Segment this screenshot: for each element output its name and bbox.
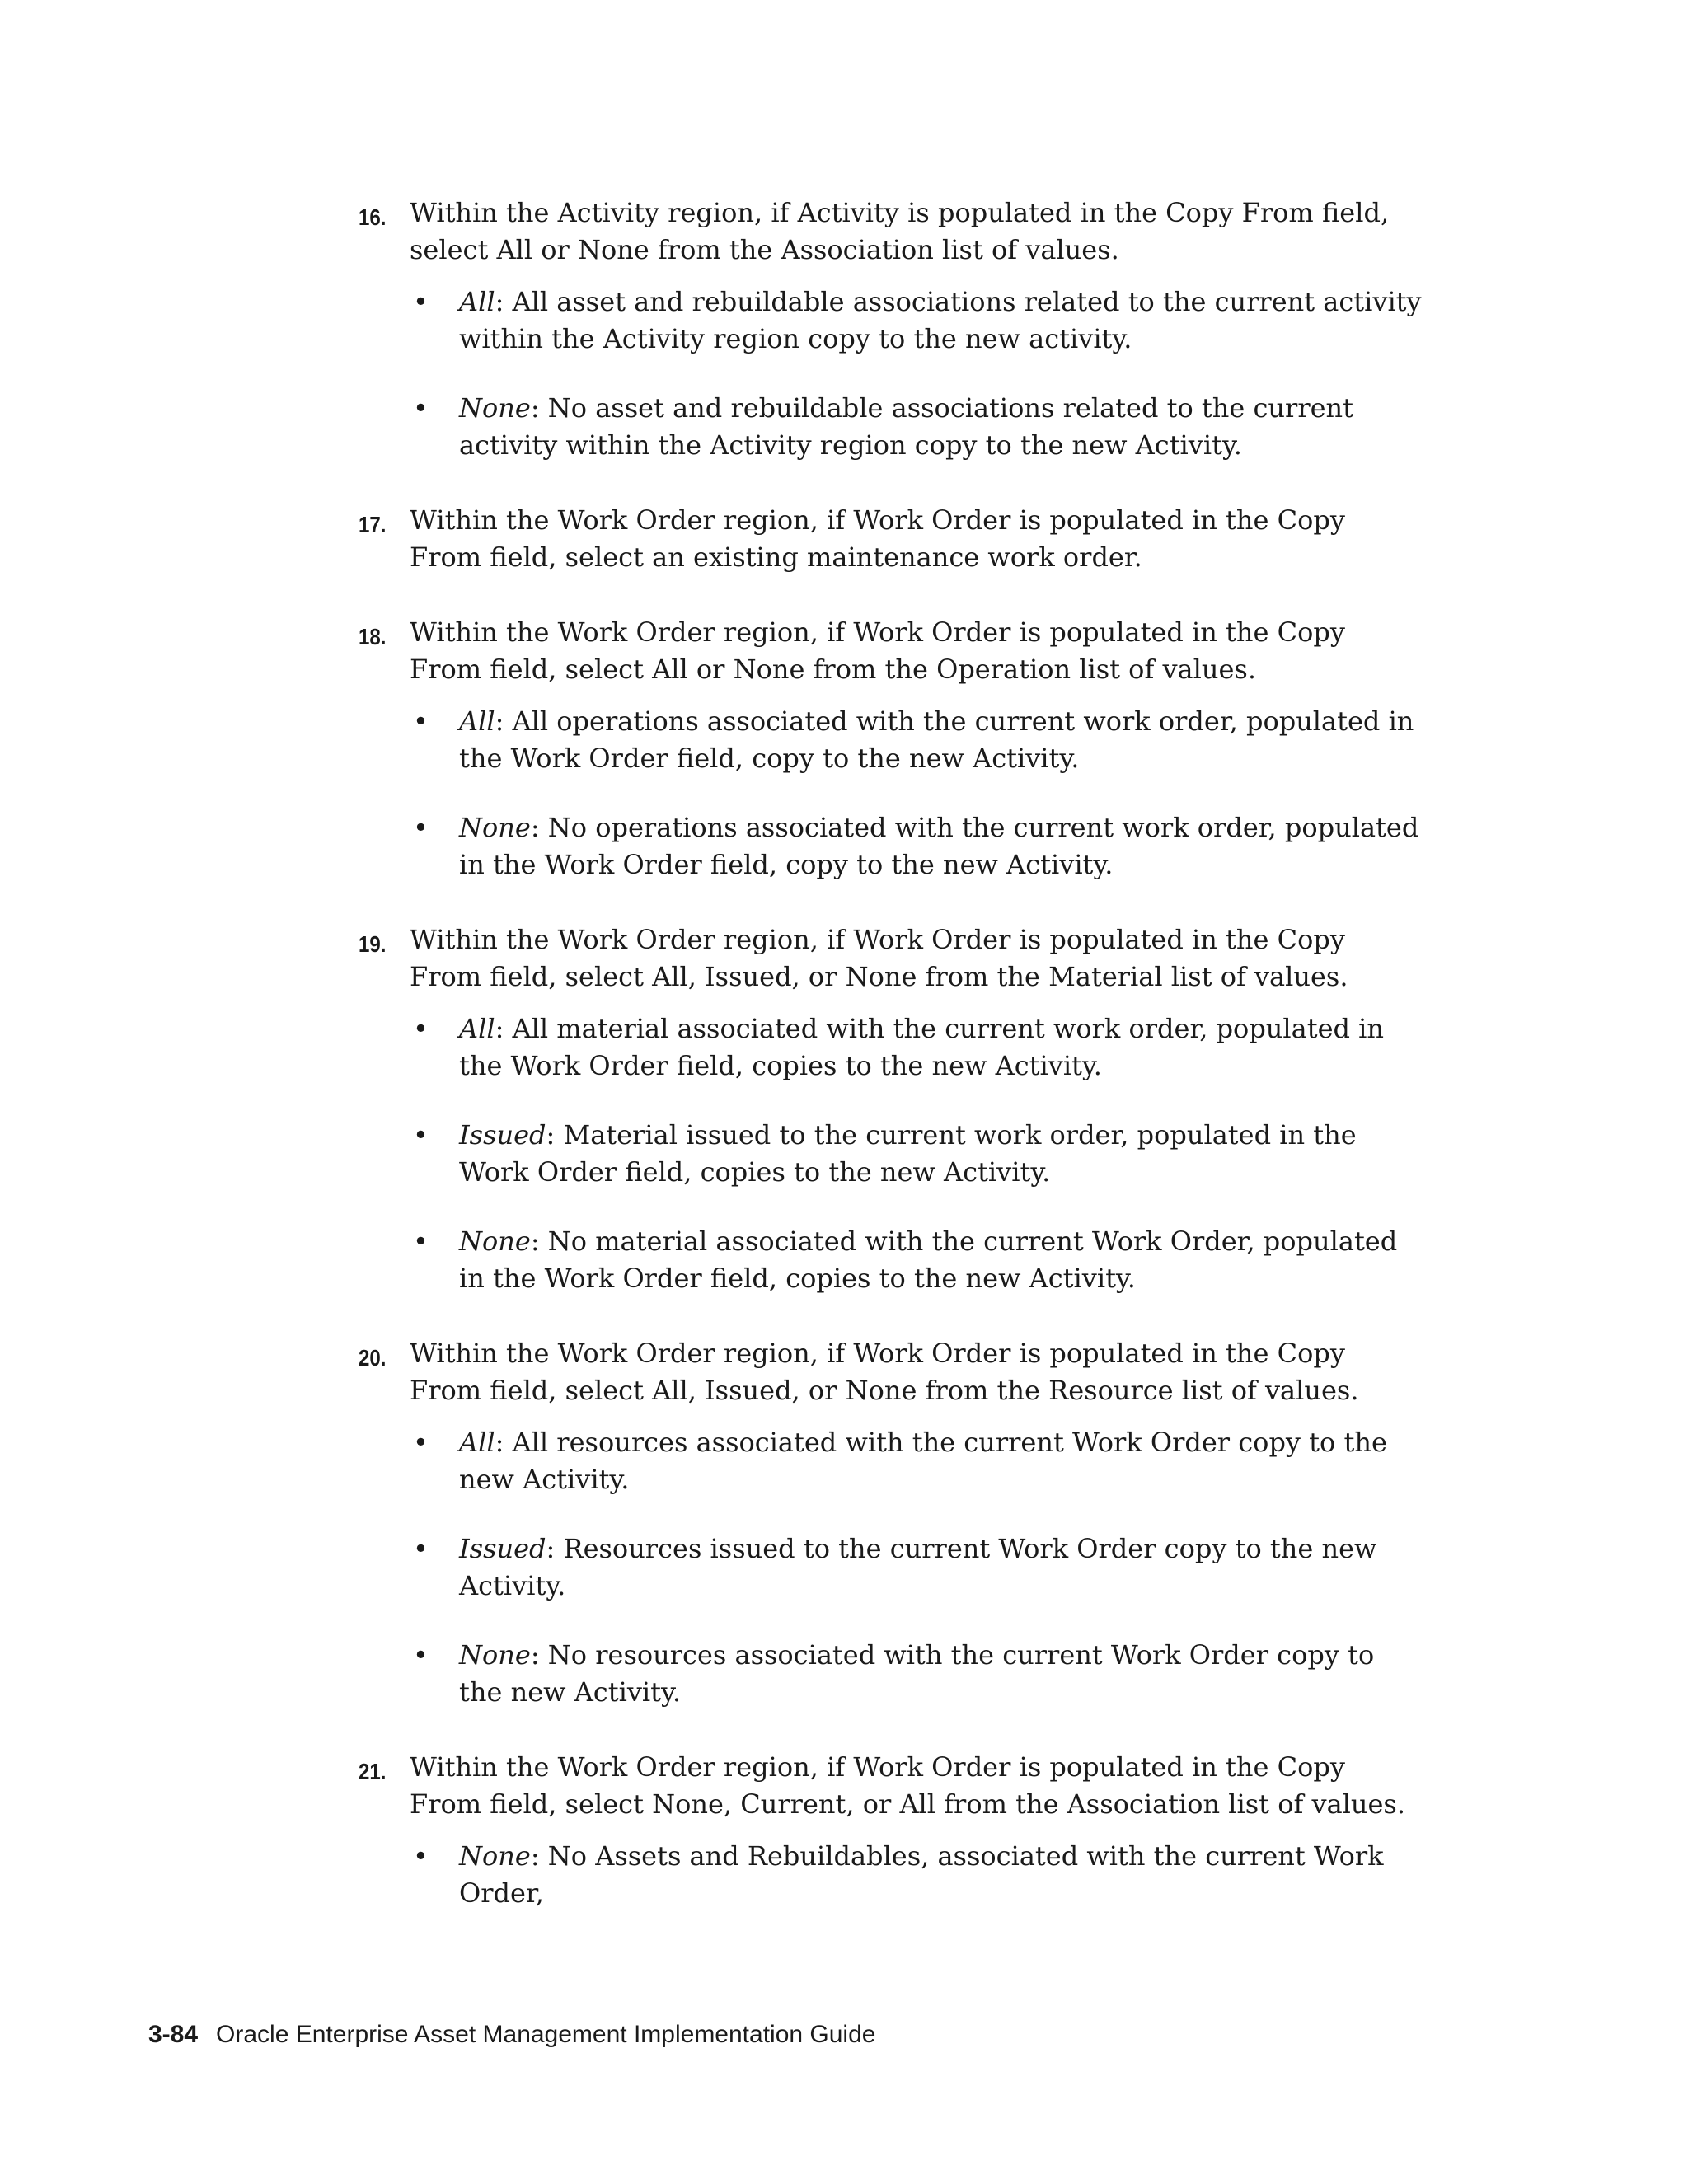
step-19 bbox=[359, 921, 1422, 1297]
step-options bbox=[410, 1424, 1422, 1711]
option-description: : Material issued to the current work order, populated in the Work Order field, copies to the new Activity. bbox=[459, 1119, 1357, 1188]
option-description: : No Assets and Rebuildables, associated with the current Work Order, bbox=[459, 1840, 1384, 1909]
bullet-icon: • bbox=[413, 1533, 429, 1564]
option-item bbox=[410, 1424, 1422, 1498]
option-term: All bbox=[459, 705, 495, 737]
bullet-icon: • bbox=[413, 1226, 429, 1257]
step-17 bbox=[359, 502, 1422, 576]
bullet-icon: • bbox=[413, 1119, 429, 1151]
option-description: : All operations associated with the current work order, populated in the Work Order field, copy to the new Activity. bbox=[459, 705, 1414, 774]
option-term: None bbox=[459, 1226, 531, 1257]
option-term: None bbox=[459, 1639, 531, 1671]
option-description: : No operations associated with the current work order, populated in the Work Order field, copy to the new Activity. bbox=[459, 812, 1419, 880]
option-term: None bbox=[459, 1840, 531, 1872]
option-description: : No asset and rebuildable associations related to the current activity within the Activity region copy to the new Activity. bbox=[459, 392, 1354, 461]
bullet-icon: • bbox=[413, 392, 429, 424]
option-description: : No resources associated with the current Work Order copy to the new Activity. bbox=[459, 1639, 1375, 1708]
page-footer bbox=[148, 2021, 875, 2049]
option-item bbox=[410, 1223, 1422, 1297]
step-text: Within the Work Order region, if Work Order is populated in the Copy From field, select an existing maintenance work order. bbox=[410, 504, 1345, 573]
step-text: Within the Activity region, if Activity is populated in the Copy From field, select All or None from the Association list of values. bbox=[410, 197, 1390, 265]
option-item bbox=[410, 1637, 1422, 1711]
step-21 bbox=[359, 1749, 1422, 1912]
step-20 bbox=[359, 1335, 1422, 1711]
option-item bbox=[410, 1010, 1422, 1085]
step-text: Within the Work Order region, if Work Order is populated in the Copy From field, select All, Issued, or None from the Resource list of values. bbox=[410, 1338, 1359, 1406]
step-number: 20. bbox=[359, 1345, 387, 1371]
step-options bbox=[410, 1838, 1422, 1912]
option-item bbox=[410, 703, 1422, 777]
step-text: Within the Work Order region, if Work Order is populated in the Copy From field, select None, Current, or All from the Association list of values. bbox=[410, 1751, 1406, 1820]
bullet-icon: • bbox=[413, 1427, 429, 1458]
option-item bbox=[410, 1530, 1422, 1605]
option-description: : Resources issued to the current Work Order copy to the new Activity. bbox=[459, 1533, 1377, 1601]
bullet-icon: • bbox=[413, 1013, 429, 1044]
option-term: None bbox=[459, 812, 531, 843]
step-number: 18. bbox=[359, 624, 387, 649]
option-item bbox=[410, 284, 1422, 358]
option-term: All bbox=[459, 1427, 495, 1458]
step-number: 19. bbox=[359, 931, 387, 957]
step-options bbox=[410, 284, 1422, 464]
option-item bbox=[410, 1117, 1422, 1191]
option-description: : No material associated with the current Work Order, populated in the Work Order field, copies to the new Activity. bbox=[459, 1226, 1398, 1294]
option-term: All bbox=[459, 286, 495, 317]
bullet-icon: • bbox=[413, 286, 429, 317]
option-item bbox=[410, 1838, 1422, 1912]
bullet-icon: • bbox=[413, 1639, 429, 1671]
step-options bbox=[410, 1010, 1422, 1297]
option-description: : All material associated with the current work order, populated in the Work Order field, copies to the new Activity. bbox=[459, 1013, 1385, 1081]
bullet-icon: • bbox=[413, 705, 429, 737]
option-description: : All resources associated with the current Work Order copy to the new Activity. bbox=[459, 1427, 1387, 1495]
option-term: None bbox=[459, 392, 531, 424]
page-number: 3-84 bbox=[148, 2021, 199, 2048]
step-options bbox=[410, 703, 1422, 883]
book-title: Oracle Enterprise Asset Management Implementation Guide bbox=[216, 2021, 876, 2048]
option-term: Issued bbox=[459, 1119, 546, 1151]
bullet-icon: • bbox=[413, 1840, 429, 1872]
step-number: 16. bbox=[359, 204, 387, 230]
step-text: Within the Work Order region, if Work Order is populated in the Copy From field, select All or None from the Operation list of values. bbox=[410, 616, 1345, 685]
procedure-steps bbox=[359, 194, 1422, 1950]
step-text: Within the Work Order region, if Work Order is populated in the Copy From field, select All, Issued, or None from the Material list of values. bbox=[410, 924, 1348, 992]
option-term: All bbox=[459, 1013, 495, 1044]
option-item bbox=[410, 390, 1422, 464]
option-item bbox=[410, 809, 1422, 883]
step-18 bbox=[359, 614, 1422, 883]
option-description: : All asset and rebuildable associations related to the current activity within the Activity region copy to the new activity. bbox=[459, 286, 1422, 354]
step-number: 17. bbox=[359, 512, 387, 537]
bullet-icon: • bbox=[413, 812, 429, 843]
option-term: Issued bbox=[459, 1533, 546, 1564]
step-16 bbox=[359, 194, 1422, 464]
step-number: 21. bbox=[359, 1759, 387, 1784]
